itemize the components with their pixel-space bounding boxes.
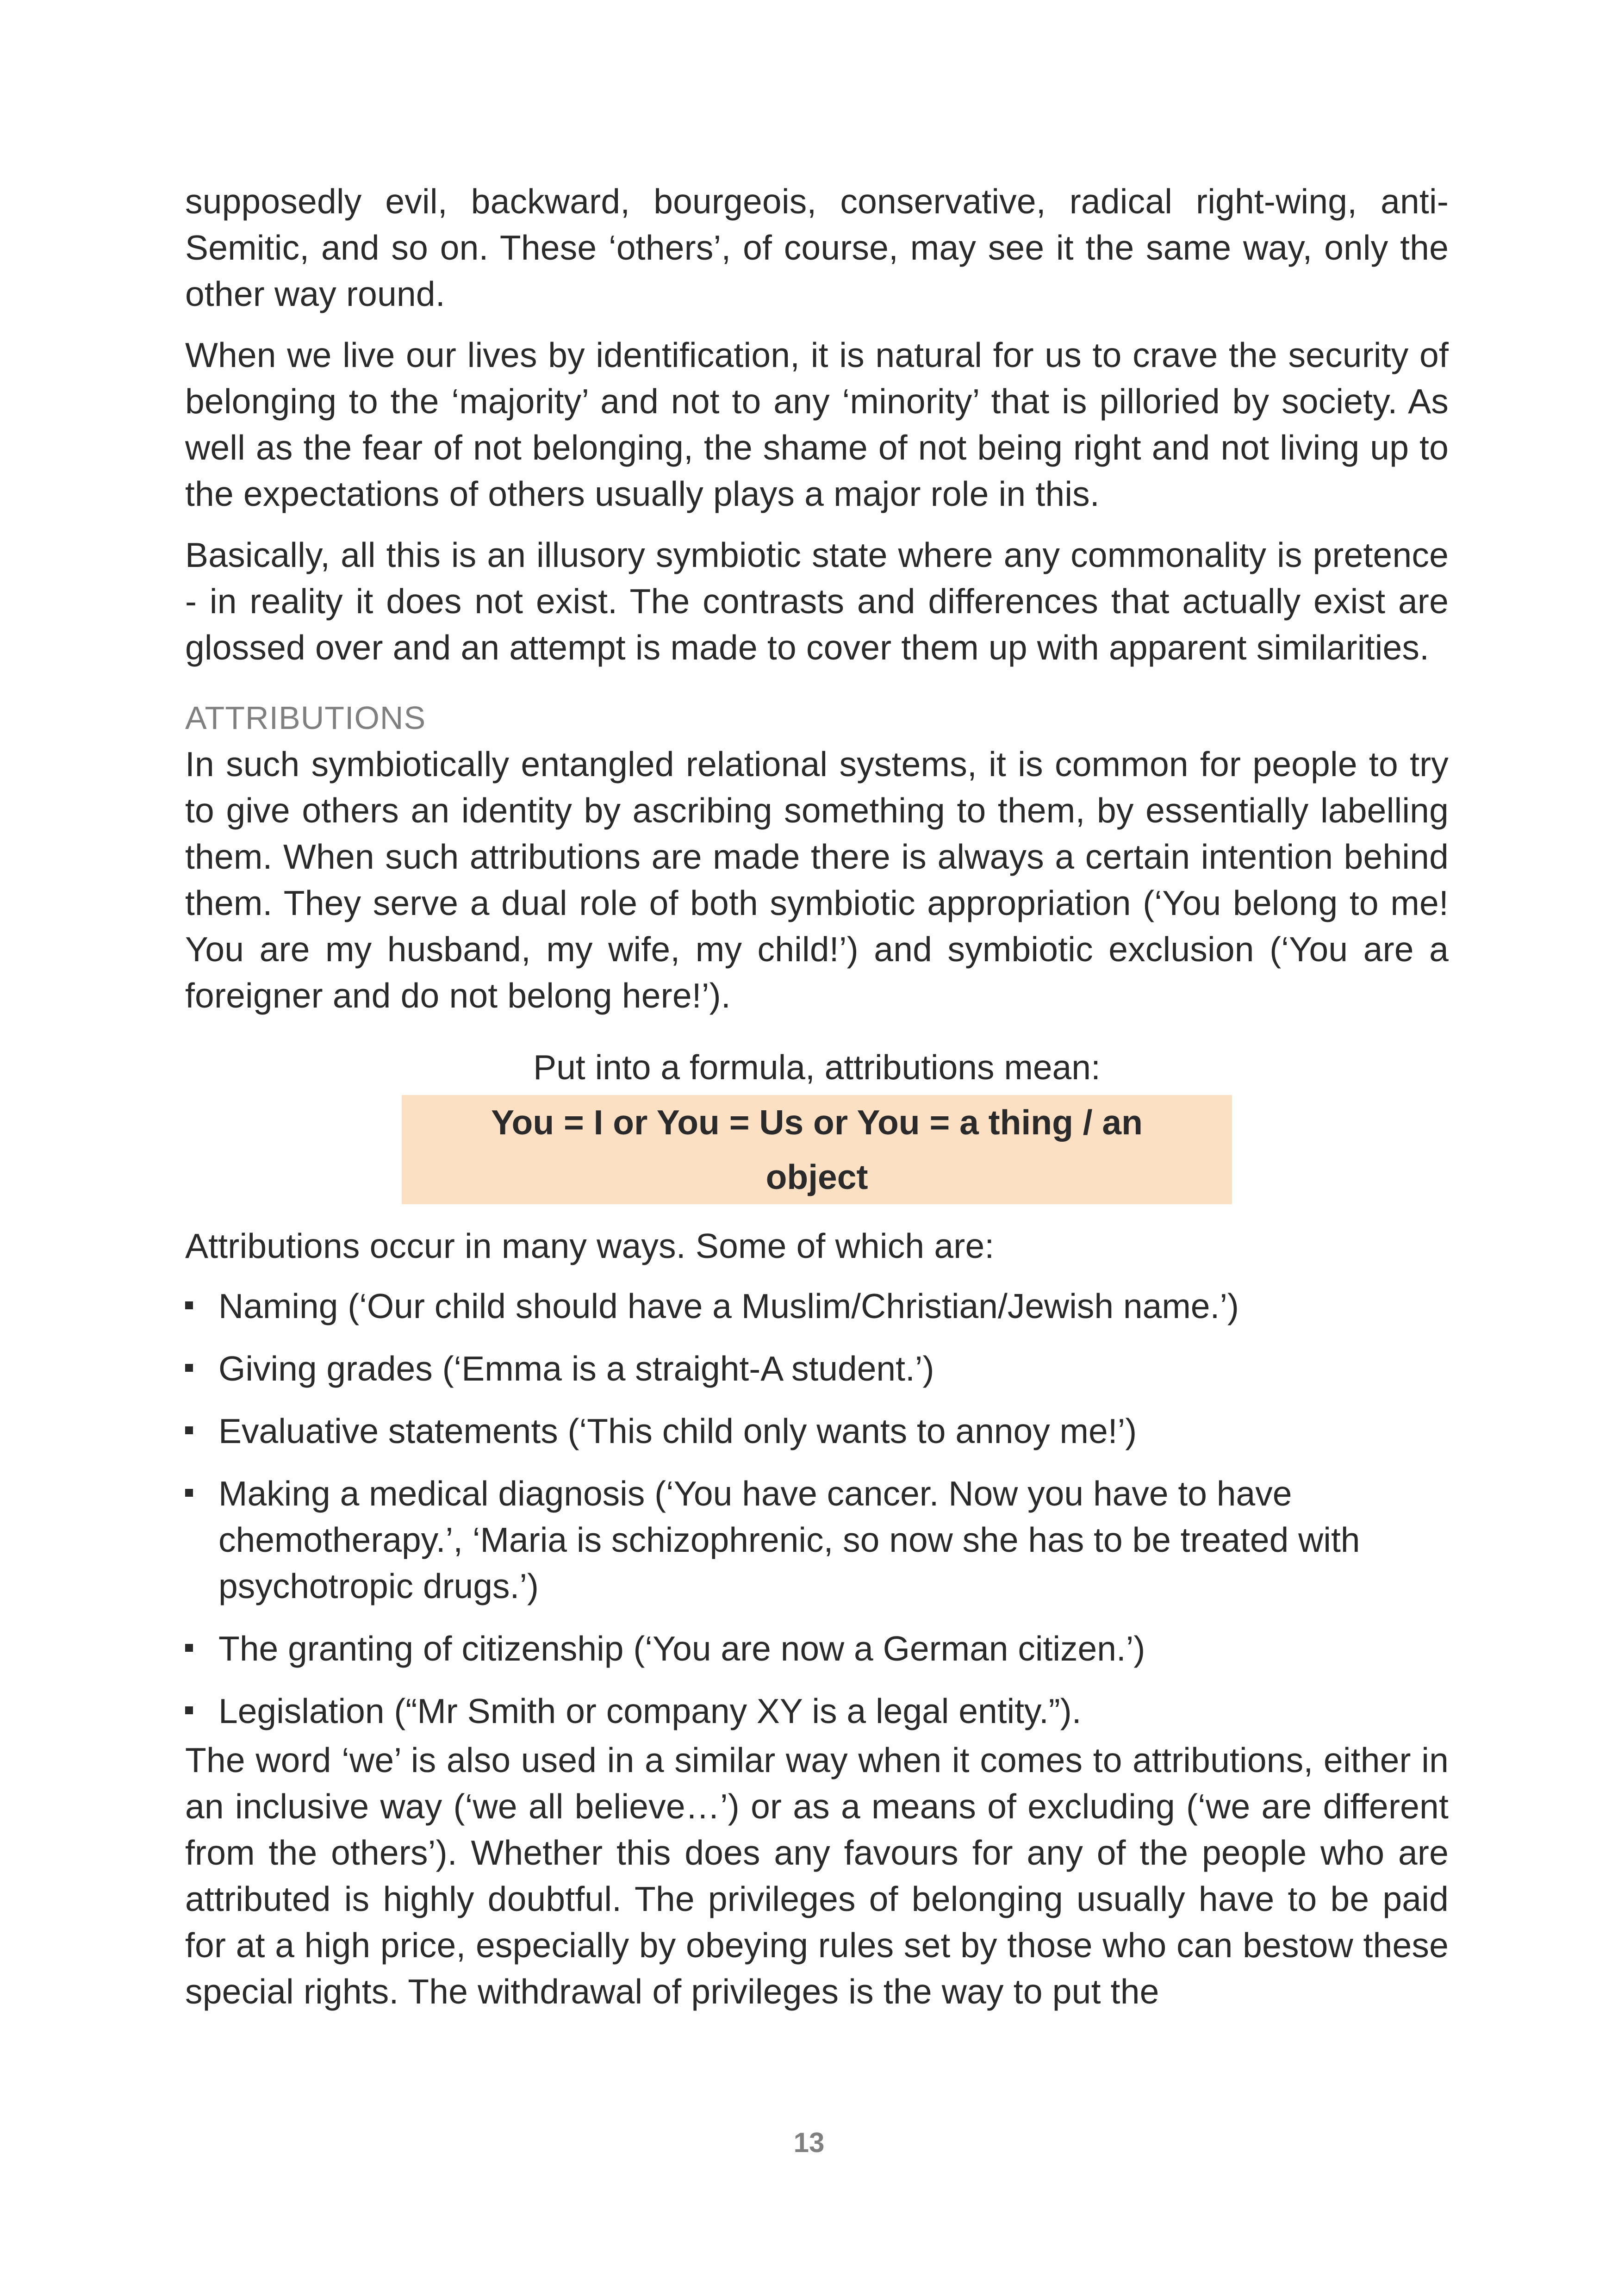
bullet-square-icon — [185, 1644, 193, 1652]
list-item-text: Naming (‘Our child should have a Muslim/Christian/Jewish name.’) — [218, 1287, 1239, 1325]
formula-container — [185, 1095, 1449, 1204]
section-intro-paragraph: In such symbiotically entangled relational systems, it is common for people to try to give others an identity by ascribing something to them, by essentially labelling them. When such attributions are made there is always a certain intention behind them. They serve a dual role of both symbiotic appropriation (‘You belong to me! You are my husband, my wife, my child!’) and symbiotic exclusion (‘You are a foreigner and do not belong here!’). — [185, 745, 1449, 1015]
bullet-square-icon — [185, 1364, 193, 1372]
paragraph-3: Basically, all this is an illusory symbiotic state where any commonality is pretence - in reality it does not exist. The contrasts and differences that actually exist are glossed over and an attempt is made to cover them up with apparent similarities. — [185, 535, 1449, 667]
list-item — [185, 1625, 1449, 1672]
formula-highlight: You = I or You = Us or You = a thing / an object — [402, 1095, 1232, 1204]
closing-paragraph: The word ‘we’ is also used in a similar way when it comes to attributions, either in an inclusive way (‘we all believe…’) or as a means of excluding (‘we are different from the others’). Whether this does any favours for any of the people who are attributed is highly doubtful. The privileges of belonging usually have to be paid for at a high price, especially by obeying rules set by those who can bestow these special rights. The withdrawal of privileges is the way to put the — [185, 1741, 1449, 2011]
page-number: 13 — [793, 2127, 825, 2158]
list-item-text: The granting of citizenship (‘You are now a German citizen.’) — [218, 1629, 1145, 1668]
formula-intro: Put into a formula, attributions mean: — [533, 1048, 1101, 1087]
paragraph-2: When we live our lives by identification, it is natural for us to crave the security of belonging to the ‘majority’ and not to any ‘minority’ that is pilloried by society. As well as the fear of not belonging, the shame of not being right and not living up to the expectations of others usually plays a major role in this. — [185, 336, 1449, 513]
list-item-text: Making a medical diagnosis (‘You have cancer. Now you have to have chemotherapy.’, ‘Maria is schizophrenic, so now she has to be treated with psychotropic drugs.’) — [218, 1474, 1360, 1605]
list-item — [185, 1408, 1449, 1454]
list-item-text: Evaluative statements (‘This child only wants to annoy me!’) — [218, 1412, 1137, 1450]
page-body — [185, 178, 1449, 2029]
list-item-text: Legislation (“Mr Smith or company XY is a legal entity.”). — [218, 1692, 1082, 1730]
attribution-list — [185, 1283, 1449, 1734]
bullet-square-icon — [185, 1301, 193, 1309]
list-item — [185, 1470, 1449, 1609]
paragraph-1: supposedly evil, backward, bourgeois, conservative, radical right-wing, anti-Semitic, and so on. These ‘others’, of course, may see it the same way, only the other way round. — [185, 182, 1449, 313]
list-item — [185, 1283, 1449, 1329]
list-item — [185, 1688, 1449, 1734]
bullet-square-icon — [185, 1489, 193, 1497]
bullet-square-icon — [185, 1426, 193, 1434]
list-item — [185, 1345, 1449, 1392]
section-heading: ATTRIBUTIONS — [185, 700, 426, 736]
list-intro: Attributions occur in many ways. Some of which are: — [185, 1226, 995, 1265]
list-item-text: Giving grades (‘Emma is a straight-A student.’) — [218, 1349, 934, 1388]
bullet-square-icon — [185, 1706, 193, 1714]
